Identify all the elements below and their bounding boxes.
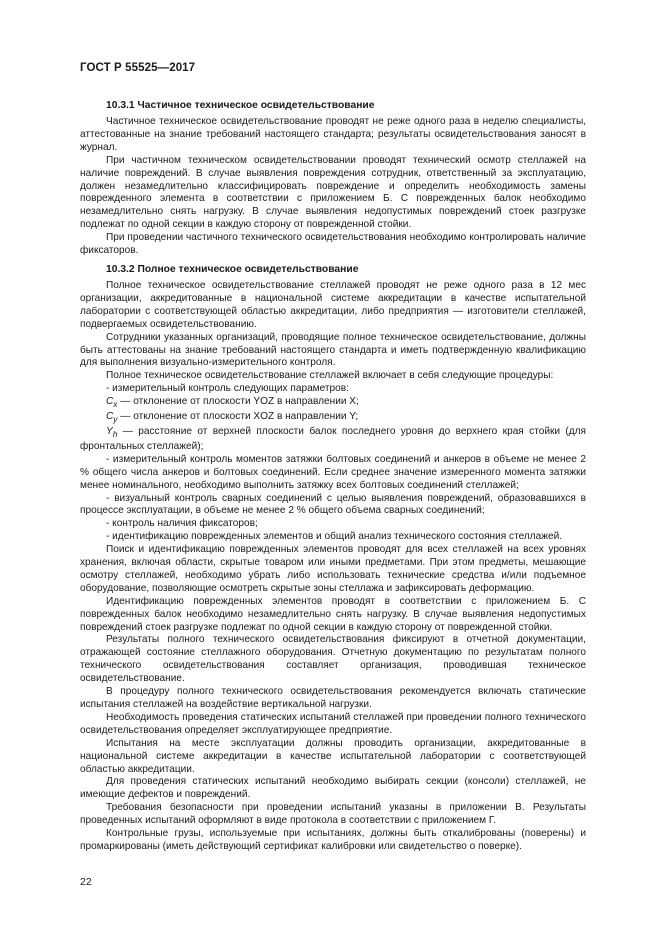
param-text: — отклонение от плоскости YOZ в направлении X; (117, 396, 359, 408)
paragraph: Требования безопасности при проведении испытаний указаны в приложении В. Результаты проведенных испытаний оформляют в виде протокола в соответствии с приложением Г. (80, 802, 586, 827)
paragraph: Поиск и идентификацию поврежденных элементов проводят для всех стеллажей на всех уровнях хранения, включая области, скрытые товаром или иными предметами. При этом предметы, мешающие осмотру стеллажей, необходимо убрать либо использовать технические средства и/или подъемное оборудование, позволяющие осмотреть скрытые зоны стеллажа и зафиксировать деформацию. (80, 544, 586, 594)
paragraph: Сотрудники указанных организаций, проводящие полное техническое освидетельствование, должны быть аттестованы на знание требований настоящего стандарта и иметь подтвержденную квалификацию для выполнения визуально-измерительного контроля. (80, 331, 586, 369)
document-header: ГОСТ Р 55525—2017 (80, 62, 196, 74)
paragraph: Идентификацию поврежденных элементов проводят в соответствии с приложением Б. С поврежденных балок необходимо незамедлительно снять нагрузку. В случае выявления недопустимых повреждений стоек разгрузке подлежат по одной секции в каждую сторону от поврежденной стойки. (80, 595, 586, 633)
document-page (80, 62, 586, 854)
param-subscript: y (113, 414, 118, 425)
parameter-line (80, 426, 586, 454)
param-symbol: Y (106, 425, 113, 437)
paragraph: Частичное техническое освидетельствование проводят не реже одного раза в неделю специалисты, аттестованные на знание требований настоящего стандарта; результаты освидетельствования заносят в журнал. (80, 116, 586, 153)
section-title-full: 10.3.2 Полное техническое освидетельствование (106, 263, 359, 275)
paragraph: Для проведения статических испытаний необходимо выбирать секции (консоли) стеллажей, не имеющие дефектов и повреждений. (80, 776, 586, 801)
param-subscript: x (113, 399, 118, 410)
param-subscript: h (112, 428, 118, 439)
parameter-line (80, 411, 586, 426)
param-text: — отклонение от плоскости XOZ в направлении Y; (117, 411, 359, 423)
page-number: 22 (80, 876, 92, 888)
paragraph: Необходимость проведения статических испытаний стеллажей при проведении полного технического освидетельствования определяет эксплуатирующее предприятие. (80, 711, 586, 736)
paragraph: При частичном техническом освидетельствовании проводят технический осмотр стеллажей на наличие повреждений. В случае выявления повреждения сотрудник, ответственный за эксплуатацию, должен незамедлительно классифицировать повреждение и определить необходимость замены поврежденного элемента в соответствии с приложением Б. С поврежденных балок необходимо незамедлительно снять нагрузку. В случае выявления недопустимых повреждений стоек разгрузке подлежат по одной секции в каждую сторону от поврежденной стойки. (80, 154, 586, 231)
paragraph: Контрольные грузы, используемые при испытаниях, должны быть откалиброваны (поверены) и промаркированы (иметь действующий сертификат калибровки или свидетельство о поверке). (80, 828, 586, 852)
paragraph: Полное техническое освидетельствование стеллажей проводят не реже одного раза в 12 мес организации, аккредитованные в национальной системе аккредитации в качестве испытательной лаборатории с соответствующей областью аккредитации, либо предприятия — изготовители стеллажей, подвергаемых освидетельствованию. (80, 279, 586, 330)
param-symbol: C (106, 411, 114, 423)
list-item: - контроль наличия фиксаторов; (106, 518, 258, 530)
list-item: - измерительный контроль моментов затяжки болтовых соединений и анкеров в объеме не менее 2 % общего числа анкеров и болтовых соединений. Если среднее значение измеренного момента затяжки менее номинального, необходимо выполнить затяжку всех болтовых соединений стеллажей; (80, 453, 586, 491)
param-text: — расстояние от верхней плоскости балок последнего уровня до верхнего края стойки (для фронтальных стеллажей); (80, 425, 586, 452)
paragraph: При проведении частичного технического освидетельствования необходимо контролировать наличие фиксаторов. (80, 232, 586, 257)
parameter-line (80, 396, 586, 411)
section-title-partial: 10.3.1 Частичное техническое освидетельствование (106, 100, 375, 111)
paragraph: В процедуру полного технического освидетельствования рекомендуется включать статические испытания стеллажей на воздействие вертикальной нагрузки. (80, 686, 586, 711)
param-symbol: C (106, 396, 114, 408)
paragraph: Полное техническое освидетельствование стеллажей включает в себя следующие процедуры: (106, 370, 554, 382)
list-item: - визуальный контроль сварных соединений с целью выявления повреждений, образовавшихся в процессе эксплуатации, в объеме не менее 2 % общего объема сварных соединений; (80, 492, 586, 517)
paragraph: Испытания на месте эксплуатации должны проводить организации, аккредитованные в национальной системе аккредитации в качестве испытательной лаборатории с соответствующей областью аккредитации. (80, 737, 586, 775)
list-item: - идентификацию поврежденных элементов и общий анализ технического состояния стеллажей. (106, 531, 563, 543)
list-item: - измерительный контроль следующих параметров: (106, 383, 349, 395)
paragraph: Результаты полного технического освидетельствования фиксируют в отчетной документации, отражающей состояние стеллажного оборудования. Отчетную документацию по результатам полного технического освидетельствования составляет организация, проводившая техническое освидетельствование. (80, 634, 586, 685)
